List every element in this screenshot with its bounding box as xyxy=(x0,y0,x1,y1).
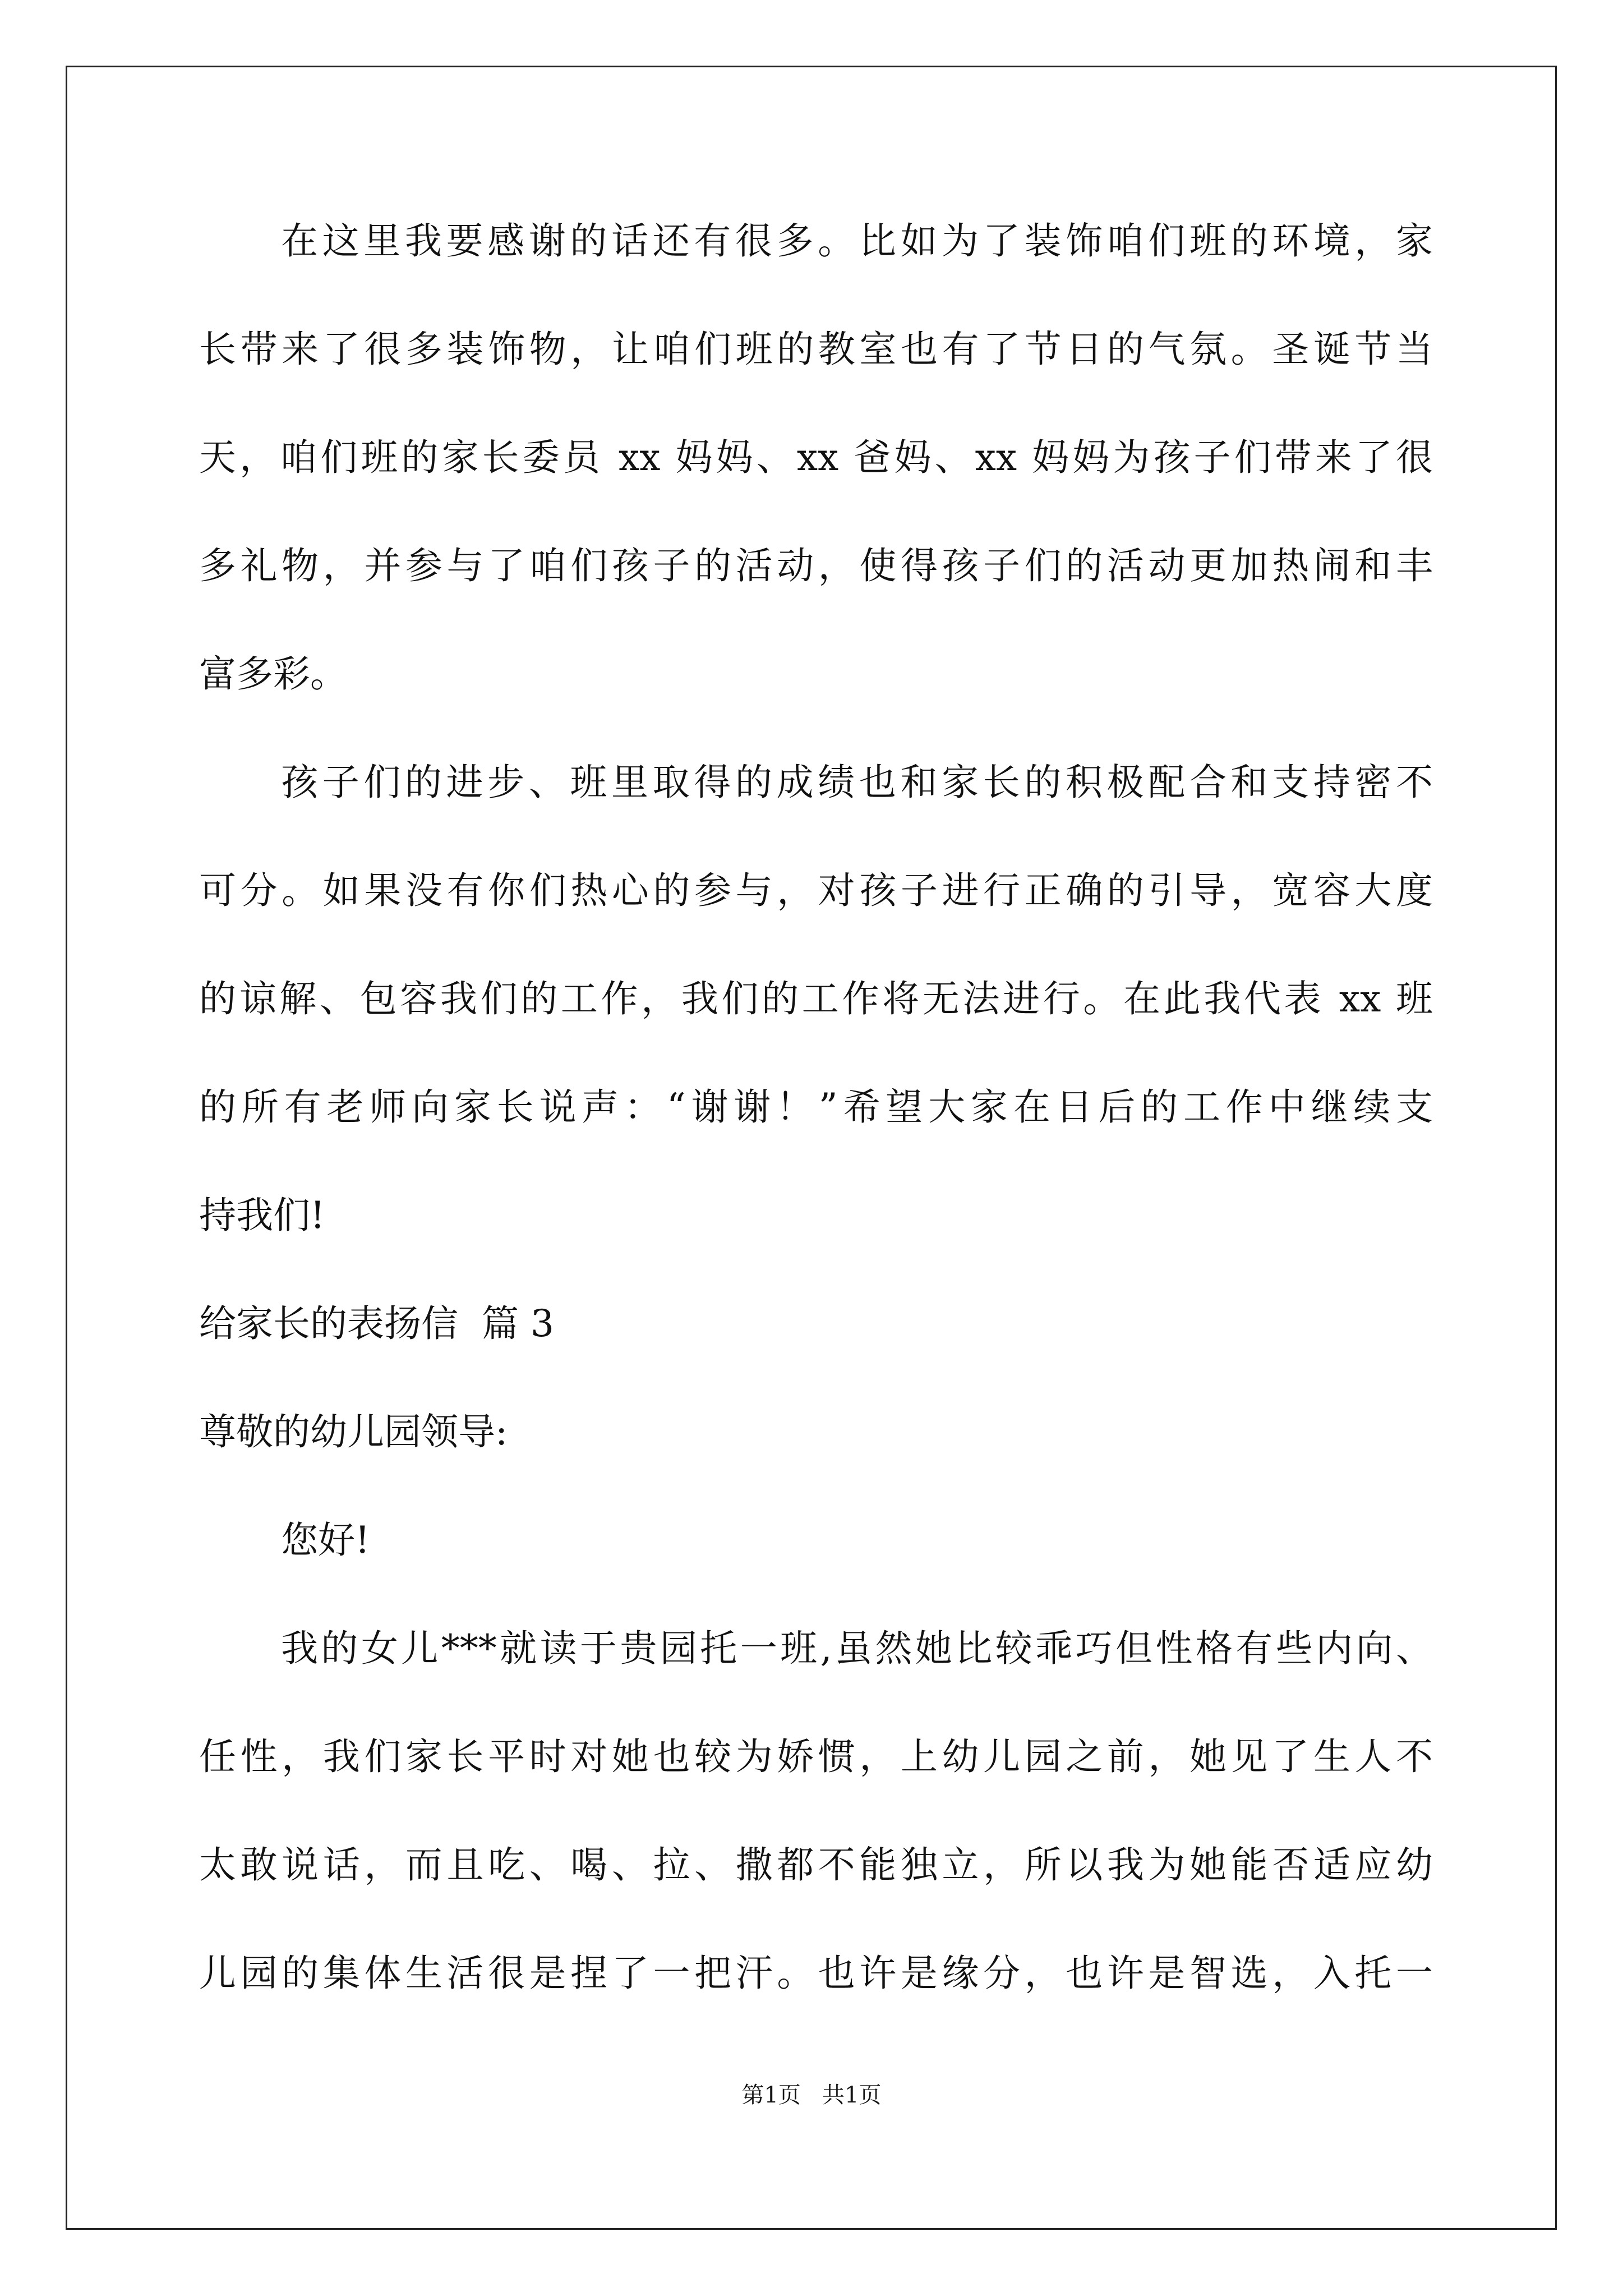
salutation: 尊敬的幼儿园领导: xyxy=(199,1410,508,1453)
paragraph-line: 的谅解、包容我们的工作，我们的工作将无法进行。在此我代表 xx 班 xyxy=(199,977,1433,1020)
paragraph-line: 在这里我要感谢的话还有很多。比如为了装饰咱们班的环境，家 xyxy=(281,219,1433,263)
paragraph-line: 可分。如果没有你们热心的参与，对孩子进行正确的引导，宽容大度 xyxy=(199,869,1433,912)
paragraph-line: 的所有老师向家长说声：“谢谢！”希望大家在日后的工作中继续支 xyxy=(199,1085,1433,1129)
page-footer: 第1页 共1页 xyxy=(741,2082,882,2108)
paragraph-line: 富多彩。 xyxy=(199,652,347,696)
paragraph-line: 儿园的集体生活很是捏了一把汗。也许是缘分，也许是智选，入托一 xyxy=(199,1952,1433,1995)
paragraph-line: 天，咱们班的家长委员 xx 妈妈、xx 爸妈、xx 妈妈为孩子们带来了很 xyxy=(199,436,1433,479)
paragraph-line: 太敢说话，而且吃、喝、拉、撒都不能独立，所以我为她能否适应幼 xyxy=(199,1843,1433,1887)
paragraph-line: 持我们! xyxy=(199,1194,325,1237)
paragraph-line: 孩子们的进步、班里取得的成绩也和家长的积极配合和支持密不 xyxy=(281,761,1433,804)
paragraph-line: 长带来了很多装饰物，让咱们班的教室也有了节日的气氛。圣诞节当 xyxy=(199,328,1433,371)
paragraph-line: 多礼物，并参与了咱们孩子的活动，使得孩子们的活动更加热闹和丰 xyxy=(199,544,1433,587)
page-border xyxy=(66,66,1557,2230)
paragraph-line: 任性，我们家长平时对她也较为娇惯，上幼儿园之前，她见了生人不 xyxy=(199,1735,1433,1778)
greeting: 您好! xyxy=(281,1519,370,1562)
paragraph-line: 我的女儿***就读于贵园托一班,虽然她比较乖巧但性格有些内向、 xyxy=(281,1627,1433,1670)
section-heading: 给家长的表扬信 篇 3 xyxy=(199,1302,554,1345)
